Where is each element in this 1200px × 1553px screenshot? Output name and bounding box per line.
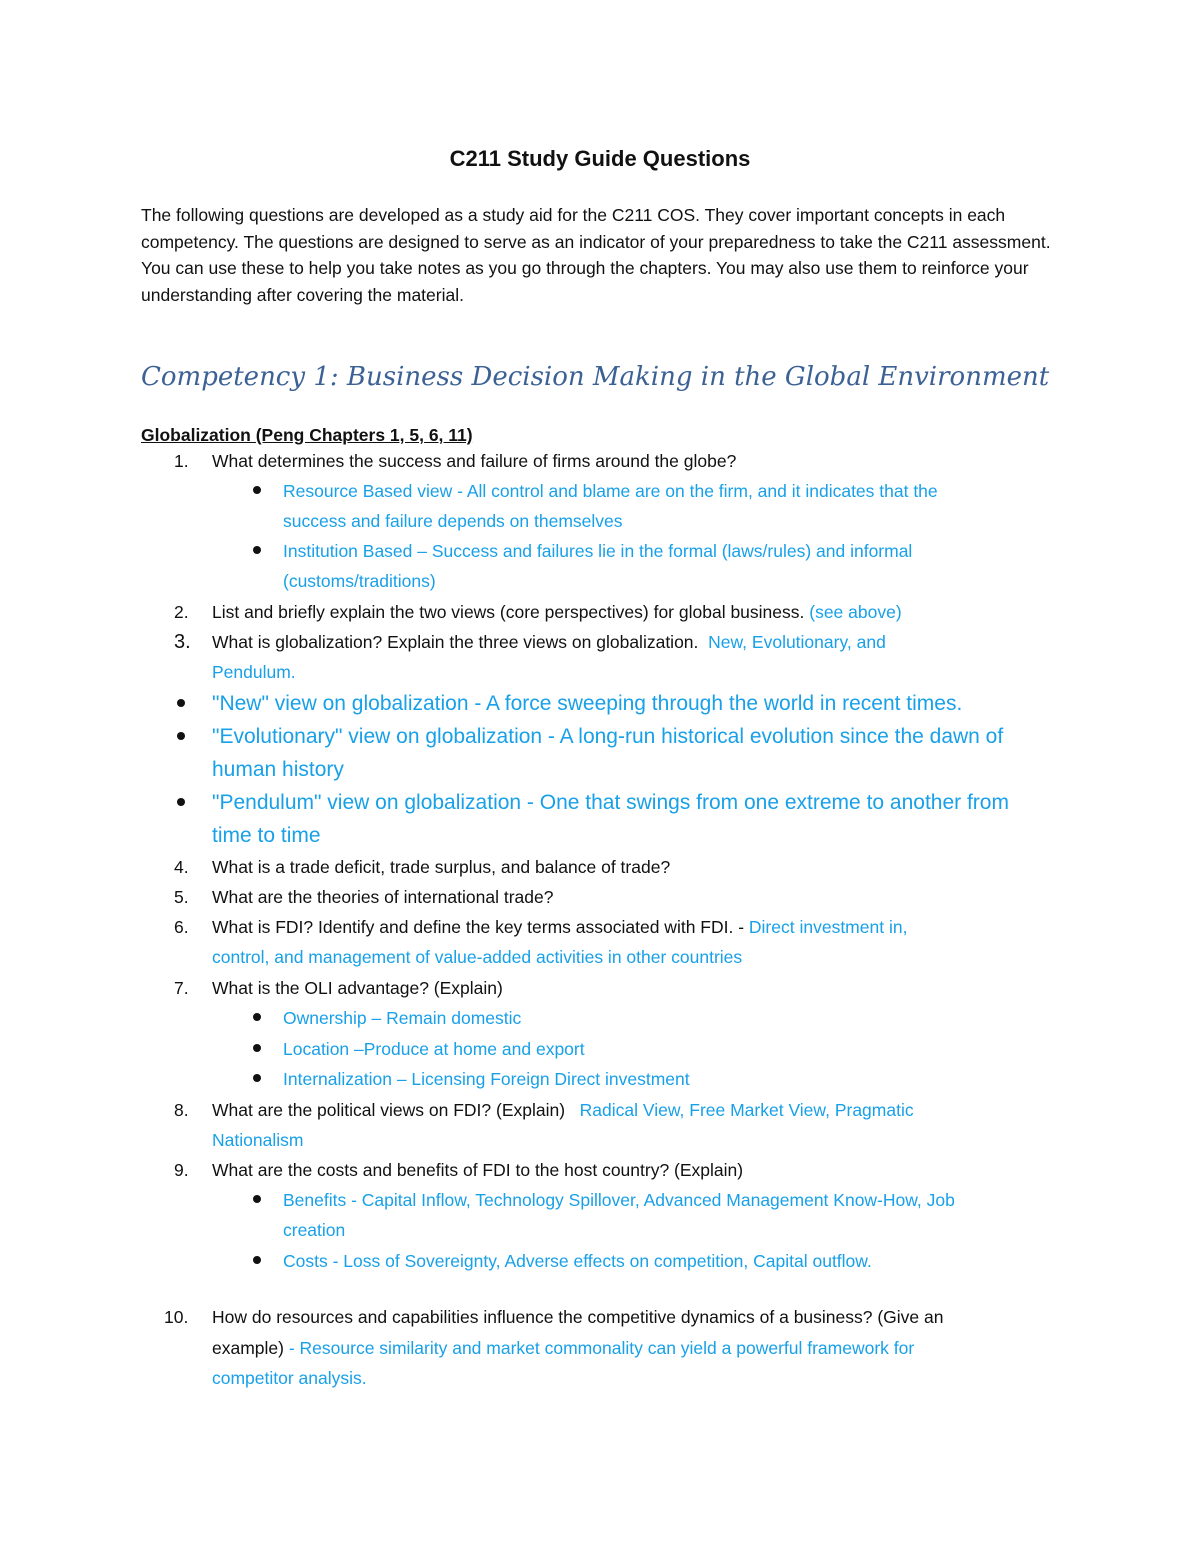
q3-line: [212, 627, 886, 657]
q6-answer-cont: control, and management of value-added activities in other countries: [212, 947, 743, 967]
q6-line: [212, 912, 907, 942]
bullet-icon: [253, 486, 261, 494]
competency-heading: Competency 1: Business Decision Making in the Global Environment: [141, 362, 1050, 392]
page-title: C211 Study Guide Questions: [449, 146, 751, 171]
q2-text: List and briefly explain the two views (core perspectives) for global business.: [212, 602, 805, 622]
fdi-costs: Costs - Loss of Sovereignty, Adverse effects on competition, Capital outflow.: [283, 1251, 872, 1271]
q5-text: What are the theories of international trade?: [212, 887, 554, 907]
q2-number: 2.: [174, 602, 189, 622]
q6-number: 6.: [174, 917, 189, 937]
q7-text: What is the OLI advantage? (Explain): [212, 978, 503, 998]
view-evolutionary-cont: human history: [212, 758, 344, 781]
bullet-icon: [177, 798, 185, 806]
q8-text: What are the political views on FDI? (Explain): [212, 1100, 566, 1120]
fdi-benefits: Benefits - Capital Inflow, Technology Spillover, Advanced Management Know-How, Job: [283, 1190, 955, 1210]
q1-number: 1.: [174, 451, 189, 471]
q1-answer-institution: Institution Based – Success and failures lie in the formal (laws/rules) and informal: [283, 541, 913, 561]
q1-text: What determines the success and failure of firms around the globe?: [212, 451, 737, 471]
bullet-icon: [177, 699, 185, 707]
bullet-icon: [253, 546, 261, 554]
q8-line: [212, 1095, 914, 1125]
q5-number: 5.: [174, 887, 189, 907]
oli-ownership: Ownership – Remain domestic: [283, 1008, 522, 1028]
view-pendulum: "Pendulum" view on globalization - One that swings from one extreme to another from: [212, 791, 1009, 814]
q3-number: 3.: [174, 631, 191, 653]
q1-answer-resource-cont: success and failure depends on themselves: [283, 511, 623, 531]
bullet-icon: [253, 1044, 261, 1052]
view-new: "New" view on globalization - A force sweeping through the world in recent times.: [212, 692, 963, 715]
q3-answer: New, Evolutionary, and: [708, 632, 886, 652]
section-heading: Globalization (Peng Chapters 1, 5, 6, 11): [141, 425, 473, 445]
q7-number: 7.: [174, 978, 189, 998]
q10-text-cont: example): [212, 1338, 284, 1358]
bullet-icon: [253, 1256, 261, 1264]
bullet-icon: [253, 1013, 261, 1021]
intro-paragraph: The following questions are developed as a study aid for the C211 COS. They cover important concepts in each competency. The questions are designed to serve as an indicator of your preparedness to take the C211 assessment. You can use these to help you take notes as you go through the chapters. You may also use them to reinforce your understanding after covering the material.: [141, 205, 1051, 305]
q10-answer-cont: competitor analysis.: [212, 1368, 367, 1388]
q8-number: 8.: [174, 1100, 189, 1120]
q10-text: How do resources and capabilities influence the competitive dynamics of a business? (Give an: [212, 1307, 944, 1327]
view-evolutionary: "Evolutionary" view on globalization - A long-run historical evolution since the dawn of: [212, 725, 1004, 748]
q10-number: 10.: [164, 1307, 189, 1327]
q6-answer: Direct investment in,: [748, 917, 908, 937]
q8-answer: Radical View, Free Market View, Pragmatic: [579, 1100, 914, 1120]
view-pendulum-cont: time to time: [212, 824, 321, 847]
q2-answer: (see above): [809, 602, 902, 622]
bullet-icon: [253, 1074, 261, 1082]
q10-answer: - Resource similarity and market commonality can yield a powerful framework for: [288, 1338, 915, 1358]
q9-text: What are the costs and benefits of FDI to the host country? (Explain): [212, 1160, 744, 1180]
oli-internalization: Internalization – Licensing Foreign Direct investment: [283, 1069, 690, 1089]
q10-line2: [212, 1333, 914, 1363]
q8-answer-cont: Nationalism: [212, 1130, 304, 1150]
fdi-benefits-cont: creation: [283, 1220, 346, 1240]
q4-number: 4.: [174, 857, 189, 877]
q2-line: [212, 597, 902, 627]
q3-answer-cont: Pendulum.: [212, 662, 296, 682]
q3-text: What is globalization? Explain the three views on globalization.: [212, 632, 699, 652]
oli-location: Location –Produce at home and export: [283, 1039, 585, 1059]
q9-number: 9.: [174, 1160, 189, 1180]
q1-answer-institution-cont: (customs/traditions): [283, 571, 436, 591]
q6-text: What is FDI? Identify and define the key terms associated with FDI. -: [212, 917, 745, 937]
q1-answer-resource: Resource Based view - All control and blame are on the firm, and it indicates that the: [283, 481, 938, 501]
q4-text: What is a trade deficit, trade surplus, and balance of trade?: [212, 857, 671, 877]
bullet-icon: [177, 732, 185, 740]
bullet-icon: [253, 1195, 261, 1203]
